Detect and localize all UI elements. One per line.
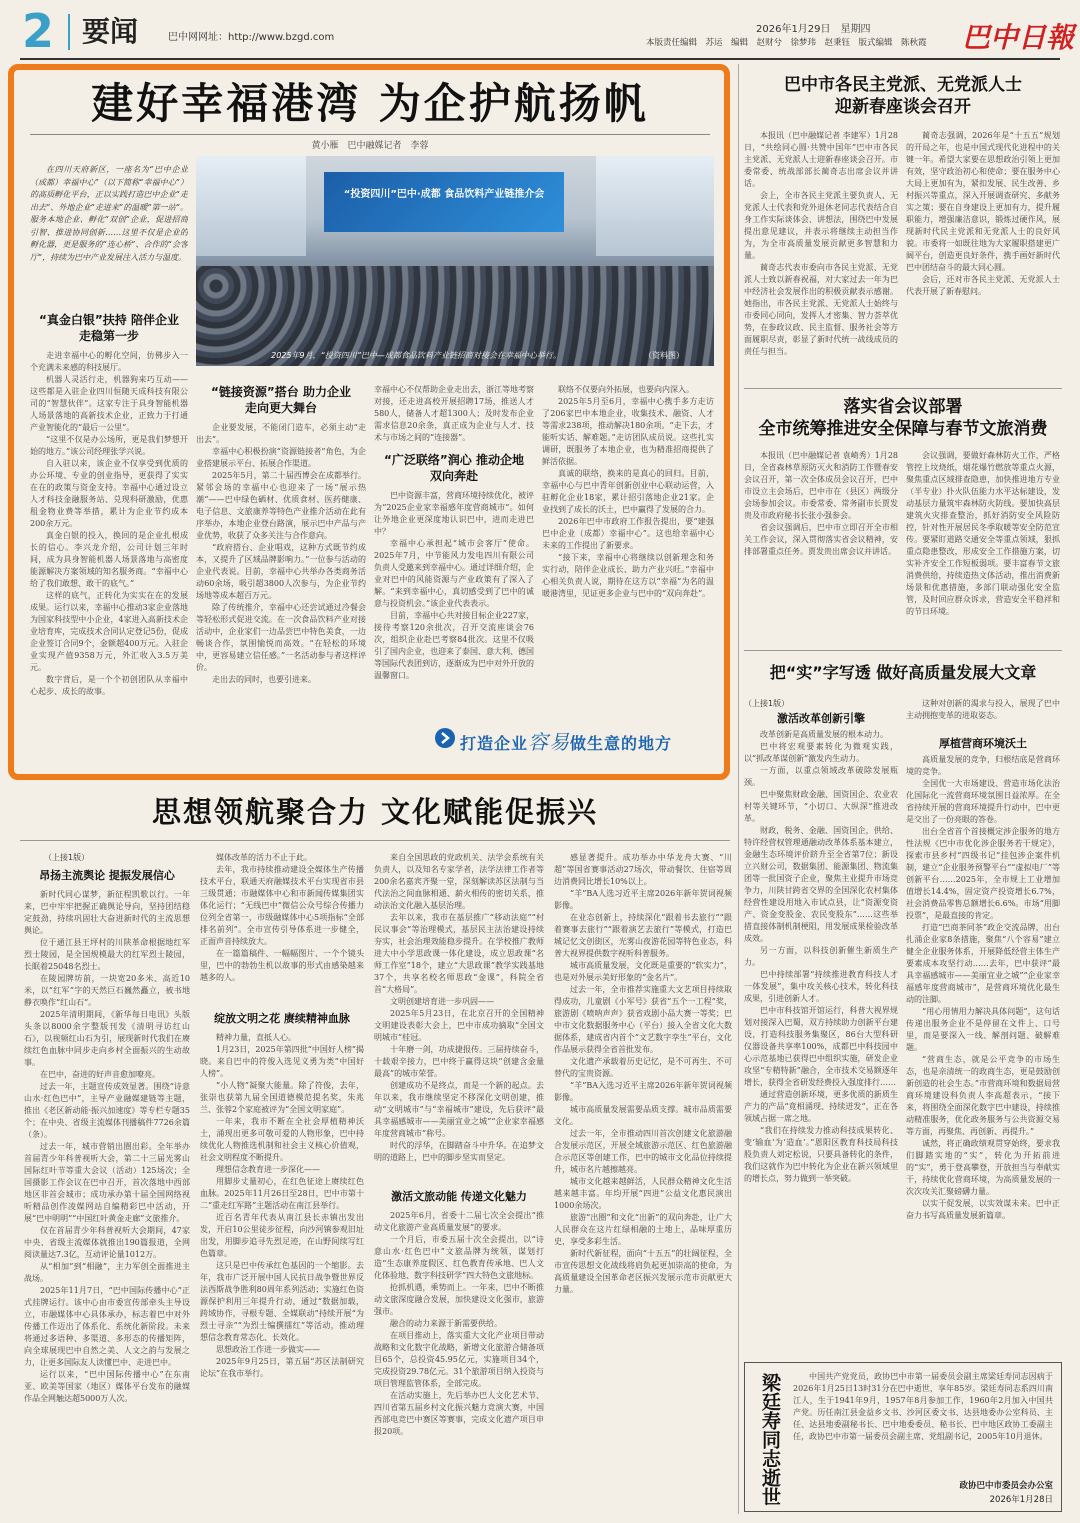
- paragraph: 感显著提升。成功举办中华龙舟大赛、“川超”等国省赛事活动27场次，带动餐饮、住宿等周边消费同比增长10%以上。: [554, 853, 732, 886]
- paragraph: 幸福中心不仅帮助企业走出去，浙江等地考察对接，还走进高校开展招聘17场，推送人才580人，储备人才超1300人；及时发布企业需求信息20余条，真正成为企业与人才、技术与市场之间的“连接器”。: [374, 385, 534, 442]
- paragraph: 巴中市科技馆开馆运行，科普大视界规划对接深入巴蜀，双方持续助力创新平台建设，打造科技服务集聚区，86台大型科研仪器设备共享率100%，成都巴中科技园中心示范基地已获得巴中组织实施，研发企业攻坚“专精特新”融合，全市技术交易额逐年增长，获得全省研发经费投入强度排行……: [744, 1006, 898, 1087]
- photo-credit: （资料图）: [644, 351, 684, 360]
- feature-photo: [196, 156, 714, 366]
- paragraph: 2025年5月，第二十届西博会在成都举行。紧邻会场的幸福中心也迎来了一场“展示热潮”——巴中绿色硒材、优质食材、医药健康、电子信息、文旅康养等特色产业推介活动在此有序举办，本地企业登台路演，展示巴中产品与产业优势，收获了众多关注与合作意向。: [196, 471, 366, 540]
- feature-headline: 建好幸福港湾 为企护航扬帆: [91, 79, 649, 128]
- slogan-arrow-icon: [434, 727, 456, 749]
- feature-intro: 在四川天府新区，一座名为“巴中企业（成都）幸福中心”（以下简称“幸福中心”）的高质孵化平台，正以实践打造巴中企业“走出去”、外地企业“走进来”的温暖“第一站”。服务本地企业、孵化“双创”企业，促进招商引智、推进协同创新……这里不仅是企业的孵化器，更是服务的“连心桥”、合作的“会客厅”，持续为巴中产业发展注入活力与温度。: [30, 165, 188, 262]
- paragraph: 时代的浮华，在脚踏奋斗中升华。在追梦文明的道路上，巴中的脚步坚实而坚定。: [374, 1141, 544, 1162]
- news-2-headline-2: 全市统筹推进安全保障与春节文旅消费: [758, 419, 1048, 439]
- paragraph: 另一方面，以科技创新催生新质生产力。: [744, 946, 898, 967]
- paragraph: 理想信念教育进一步深化——: [216, 1165, 320, 1174]
- news-3-sub-1: 激活改革创新引擎: [777, 712, 865, 725]
- paragraph: 在陵园牌坊前，一块宽20多米、高近10米，以“红军”字的天然巨石巍然矗立，被书地静衣唤作“红山石”。: [24, 974, 190, 1007]
- paragraph: 思想政治工作进一步做实——: [216, 1345, 320, 1354]
- news-2-headline-1: 落实省会议部署: [843, 397, 963, 417]
- paragraph: 会上，全市各民主党派主要负责人、无党派人士代表和党外退休老同志代表结合自身工作实际谈体会、讲想法，围绕巴中发展提出意见建议，并表示将继续主动担当作为，为全市高质量发展贡献更多智慧和力量。: [744, 191, 898, 260]
- paragraph: 在巴中，奋进的好声音愈加嘹亮。: [40, 1070, 160, 1079]
- obituary-box: [744, 1362, 1062, 1512]
- paragraph: 本报讯（巴中融媒记者 袁崎秀）1月28日，全省森林草原防灭火和消防工作暨春安会议召开，第一次全体成员会议召开，巴中市设立主会场后，巴中市在（县区）两级分会场参加会议。市委常委、常务副市长贾发贵及市政府秘书长张小强参会。: [744, 451, 898, 520]
- news-3-left: [744, 698, 898, 1317]
- continued-marker: （上接1版）: [744, 699, 790, 708]
- paragraph: 精神力量，直抵人心。: [216, 1033, 296, 1042]
- paragraph: 在业态创新上，持续深化“跟着书去旅行”“跟着赛事去旅行”“跟着演艺去旅行”等模式，打造巴城记忆文创街区，光雾山夜游花园等特色业态，科普大视界提供数字视听科普服务。: [554, 913, 732, 958]
- paragraph: 会议强调，要做好森林防火工作，严格管控上坟烧纸，烟花爆竹燃放等重点火源，聚焦重点区域排查隐患，加快推进地方专业（半专业）扑火队伍能力水平达标建设，发动基层力量筑牢森林防火防线。要加快高层建筑火灾排查整治，抓好消防安全风险防控，针对性开展居民冬季取暖等安全防范宣传。要紧盯道路交通安全等重点领域，狠抓重点隐患整改，形成安全工作措施方案，切实补齐安全工作短板弱项。要丰富春节文旅消费供给，持续造热文体活动，推出消费新场景和优惠措施，多部门联动强化安全监管，及时回应群众诉求，营造安全平稳祥和的节日环境。: [906, 451, 1060, 616]
- paragraph: 在一篇篇稿件、一幅幅图片、一个个镜头里，巴中的勃勃生机以故事的形式由感染越来越多的人。: [200, 949, 364, 982]
- paragraph: 联络不仅要向外拓展，也要向内深入。: [558, 385, 694, 394]
- paragraph: 城市高质量发展，文化既是重要的“软实力”，也是对外展示美好形象的“金名片”。: [554, 961, 732, 982]
- paragraph: 媒体改革的活力不止于此。: [216, 853, 312, 862]
- paragraph: 过去一年，全市推动四川首次创建文化旅游融合发展示范区，开展全域旅游示范区、红色旅游融合示范区等创建工作，巴中的城市文化品位持续提升，城市名片越擦越亮。: [554, 1129, 732, 1174]
- paragraph: 来自全国思政的党政机关、法学会系统有关负责人，以及知名专家学者，法学法律工作者等200余名嘉宾齐聚一堂，深刻解读苏区法制与当代法治之间血脉相通、薪火相传的密切关系，推动法治文化融入基层治理。: [374, 853, 544, 910]
- paragraph: 出台全省首个首接概定涉企服务的地方性法规《巴中市优化涉企服务若干规定》，探索市县乡村“四级书记”挂包涉企案件机制，建立“企业服务预警平台”“虚拟电厂”等创新平台……2025年，全市规上工业增加值增长14.4%，固定资产投资增长6.7%，社会消费品零售总额增长6.6%。市场“用脚投票”，是最直接的肯定。: [906, 827, 1060, 920]
- obituary-org: 政协巴中市委员会办公室: [959, 1481, 1053, 1491]
- paragraph: 打造“巴商茶同茶”政企交流品牌，出台扎涌企业家8条措施，聚焦“八个容易”建立健全企业服务体系，开展降低经营主体生产要素成本攻坚行动……去年，巴中获评“最具幸福感城市——美丽宜业之城”“企业家幸福感年度营商城市”，是营商环境优化最生动的注脚。: [906, 923, 1060, 1004]
- paragraph: 2025年9月25日，第五届“苏区法制研究论坛”在我市举行。: [200, 1357, 364, 1378]
- paragraph: 十年磨一剑，功成捷报传。三届持续奋斗，十载艰辛接力，巴中终于赢得这块“创建含金量最高”的城市荣誉。: [374, 1045, 544, 1078]
- paragraph: 巴中资源丰富，营商环境持续优化，被评为“2025企业家幸福感年度营商城市”。如何让外地企业更深度地认识巴中，进而走进巴中？: [374, 491, 534, 536]
- culture-col-1: [24, 852, 190, 1501]
- paragraph: 过去一年，城市营销出圈出彩。全年举办首届青少年科普视听大会，第二十三届光雾山国际红叶节等重大会议（活动）125场次；全国摄影工作会议在巴中召开，首次落地中西部地区非首会城市；成功承办第十届全国网络视听精品创作凌媒网站自编精彩巴中活动，开展“巴中明明”“中国红叶黄金走廊”文旅推介。: [24, 1142, 190, 1223]
- paragraph: 这样的底气，正转化为实实在在的发展成果。运行以来，幸福中心推动3家企业落地为国家科技型中小企业，4家进入高新技术企业培育库，完成技术合同认定登记5份，促成企业签订合同9个，金额超400万元。入驻企业实现产值9358万元，外汇收入3.5万美元。: [30, 591, 188, 672]
- paragraph: 文化遗产承载着历史记忆，是不可再生、不可替代的宝贵资源。: [554, 1057, 732, 1078]
- paragraph: 在活动实施上，先后举办巴人文化艺术节、四川省第五届乡村文化振兴魅力竞演大赛，中国西部电竞巴中赛区等赛事，完成文化遗产项目申报20项。: [374, 1391, 544, 1436]
- paragraph: 巴中聚焦财政金融、国资国企、农业农村等关键环节，“小切口、大纵深”推进改革。: [744, 790, 898, 823]
- paragraph: 用脚步丈量初心，在红色征途上赓续红色血脉。2025年11月26日至28日，巴中市第十二“重走红军路”主题活动在南江县举行。: [200, 1177, 364, 1210]
- culture-col-3-top: [374, 852, 544, 1172]
- section-3-title: “广泛联络”润心 推动企地双向奔赴: [384, 453, 524, 483]
- paragraph: “羊”BA人选习近平主席2026年新年贺词视频影像。: [554, 889, 732, 910]
- paragraph: 这种对创新的渴求与投入，展现了巴中主动拥抱变革的进取姿态。: [906, 699, 1060, 720]
- slogan-text: [460, 726, 672, 755]
- paragraph: 一方面，以重点领域改革破除发展瓶颈。: [744, 766, 898, 787]
- news-3-headline: 把“实”字写透 做好高质量发展大文章: [769, 663, 1037, 682]
- news-1-body-left: [744, 130, 898, 382]
- paragraph: 除了传统推介，幸福中心还尝试通过冷餐会等轻松形式促进交流。在一次食品饮料产业对接活动中，企业家们一边品尝巴中特色美食，一边畅谈合作，氛围愉悦而高效。“在轻松的环境中，更容易建立信任感。”一名活动参与者这样评价。: [196, 603, 366, 672]
- paragraph: 在项目推动上，落实重大文化产业项目带动战略和文化数字化战略，新增文化旅游合储备项目65个，总投资45.95亿元，实施项目34个，完成投资29.78亿元。31个旅游项目纳入投资与项目管理监管体系，全部完成。: [374, 1331, 544, 1388]
- paragraph: 城市高质量发展需要品质支撑。城市品质需要文化。: [554, 1105, 732, 1126]
- news-3-right: [906, 698, 1060, 1322]
- news-3-body-right-top: [906, 698, 1060, 734]
- news-2-body-left: [744, 450, 898, 638]
- paragraph: 过去一年，全市推荐实施重大文艺项目持续取得成功，儿童剧《小军号》获省“五个一工程”奖，旅游剧《喷呐声声》获省戏剧小品大赛一等奖；巴中市文化数据服务中心（平台）接入全省文化大数据体系，建成省内首个“文艺数字孪生”平台，文化作品展示获得全省首批发布。: [554, 985, 732, 1054]
- slogan-highlight: 容易: [528, 730, 571, 754]
- obituary-text: 中国共产党党员，政协巴中市第一届委员会副主席梁廷寿同志因病于2026年1月25日13时31分在巴中逝世，享年85岁。梁廷寿同志系四川南江人，生于1941年9月，1957年8月参加工作，1960年2月加入中国共产党。历任南江县金益乡文书、沙河区委文书、达县地委办公室科员、主任、达县地委副秘书长、巴中地委委员、秘书长、巴中地区政协工委副主任，政协巴中市第一届委员会副主席、党组副书记，2005年10月退休。: [793, 1372, 1053, 1441]
- paragraph: 改革创新是高质量发展的根本动力。: [760, 730, 888, 739]
- paragraph: “我们在持续发力推动科技成果转化、变‘输血’为‘造血’。”恩阳区教育科技局科技股负责人刘定松说，只要具备转化的条件，我们这就作为巴中转化为企业在新兴领域里的增长点，努力做到一举突破。: [744, 1126, 898, 1183]
- paragraph: 真诚的联络，换来的是真心的回归。目前，幸福中心与巴中青年创新创业中心联动运营，入驻孵化企业18家，累计招引落地企业21家。企业找到了成长的沃土，巴中赢得了发展的合力。: [542, 469, 714, 514]
- paragraph: 2025年11月7日，“巴中国际传播中心”正式挂牌运行。该中心由市委宣传部牵头主导设立，市融媒体中心具体承办，标志着巴中对外传播工作迈出了体系化、系统化新阶段。未来将通过多语种、多渠道、多形态的传播矩阵，向全球展现巴中自然之美、人文之韵与发展之力，让更多国际友人读懂巴中、走进巴中。: [24, 1286, 190, 1367]
- culture-col-2-body: [200, 1032, 364, 1508]
- section-3-body-cont: [542, 384, 714, 714]
- divider: [744, 388, 1062, 389]
- feature-byline: 黄小雁 巴中融媒记者 李蓉: [311, 141, 429, 151]
- slogan-end: 做生意的地方: [570, 734, 673, 753]
- paragraph: 从“相加”到“相融”，主力军创全面推进主战场。: [24, 1262, 190, 1283]
- paragraph: 真金白银的投入，换回的是企业扎根成长的信心。李兴龙介绍，公司计划三年时间，成为具身智能机器人场景落地与高密度能源解决方案领域的知名服务商。“幸福中心给了我们敢想、敢干的底气。”: [30, 531, 188, 588]
- section-1-body: [30, 350, 188, 754]
- news-2-body-right: [906, 450, 1060, 638]
- paragraph: 走进幸福中心的孵化空间，仿佛步入一个充满未来感的科技展厅。: [30, 351, 188, 372]
- feature-section-3: [374, 452, 534, 746]
- paragraph: 抢抓机遇，乘势而上。一年来，巴中不断推动文旅深度融合发展，加快建设文化强市，旅游强市。: [374, 1283, 544, 1316]
- paragraph: “羊”BA入选习近平主席2026年新年贺词视频影像。: [554, 1081, 732, 1102]
- paragraph: 诚然，将正确政绩观贯穿始终，要求我们脚踏实地的“实”，转化为开拓前进的“实”，勇于登高攀登，开放担当与奉献实干，持续优化营商环境，为高质量发展的一次次攻关汇聚磅礴力量。: [906, 1139, 1060, 1196]
- news-1: [744, 74, 1062, 118]
- issue-date: 2026年1月29日 星期四: [756, 24, 871, 35]
- paragraph: 幸福中心积极扮演“资源链接者”角色，为企业搭建展示平台、拓展合作渠道。: [196, 447, 366, 468]
- paragraph: 一个月后，市委五届十次全会提出，以“诗意山水·红色巴中”文旅品牌为统领，谋划打造“生态康养度假区、红色教育传承地、巴人文化体验地、数字科技研学”四大特色文旅地标。: [374, 1235, 544, 1280]
- paragraph: “接下来，幸福中心将继续以创新理念和务实行动，陪伴企业成长、助力产业兴旺。”幸福中心相关负责人说，期待在这方以“幸福”为名的温暖港湾里，见证更多企业与巴中的“双向奔赴”。: [542, 553, 714, 598]
- paragraph: 自入驻以来，该企业不仅享受到优质的办公环境、专业的创业指导，更获得了实实在在的政策与资金支持。幸福中心通过设立人才科技金融服务站、兑现科研激励，优惠租金物业费等举措，累计为企业节约成本200余万元。: [30, 459, 188, 528]
- paragraph: 新时代同心谋梦，新征程凯歌以行。一年来，巴中牢牢把握正确舆论导向，坚持团结稳定鼓劲，持续巩固壮大奋进新时代的主流思想舆论。: [24, 890, 190, 935]
- paragraph: 位于通江县王坪村的川陕革命根据地红军烈士陵园，是全国规模最大的红军烈士陵园，长眠着25048名烈士。: [24, 938, 190, 971]
- paragraph: 2025年6月，省委十二届七次全会提出“推动文化旅游产业高质量发展”的要求。: [374, 1211, 544, 1232]
- paragraph: 财政，税务、金融、国资国企，供给、特许经营权管理通融动改革体系基本建立，金融生态环境评价跻升至全省第7位；新设立兴财公司，数据集团、能源集团、物流集团等一批国资子企业，聚焦主业提升市场竞争力，川陕甘跨省交界的全国深化农村集体经营性建设用地入市试点县，让“资源变资产、资金变股金、农民变股东”……这些举措直接体制机制梗阻，用发展成果检验改革成效。: [744, 826, 898, 943]
- culture-sub-3: 激活文旅动能 传递文化魅力: [391, 1190, 527, 1203]
- culture-headline: 思想领航聚合力 文化赋能促振兴: [151, 795, 599, 829]
- obituary-title: [759, 1373, 781, 1506]
- stage-screen: [324, 172, 564, 232]
- paragraph: “政府搭台、企业唱戏，这种方式既节约成本，又提升了区域品牌影响力。”一位参与活动的企业代表说。目前，幸福中心共举办各类商务活动60余场，吸引超3800人次参与，为企业节约场地等成本超百万元。: [196, 543, 366, 600]
- paragraph: 去年以来，我市在基层推广“移动法庭”“村民议事会”等治理模式，基层民主法治建设持续夯实，社会治理效能稳步提升。在学校推广教师进大中小学思政课一体化建设，成立思政课“名师工作室”18个，建立“大思政课”教学实践基地37个，共享名校名师思政“金课”，科院全省首“大格局”。: [374, 913, 544, 994]
- headline-rule: [30, 134, 710, 135]
- paragraph: “小人物”凝聚大能量。除了符俊，去年，张崇也获第九届全国道德模范提名奖，朱兆兰、张蓉2个家庭被评为“全国文明家庭”。: [200, 1081, 364, 1114]
- paragraph: 以实干促发展，以实效谋未来。巴中正奋力书写高质量发展新篇章。: [906, 1199, 1060, 1220]
- culture-col-2-top: [200, 852, 364, 1006]
- paragraph: 一年来，我市不断在全社会厚植精神沃土，涌现出更多可敬可爱的人物形象，巴中持续优化人物推选机制和社会主义核心价值观，社会文明程度不断提升。: [200, 1117, 364, 1162]
- paragraph: “营商生态，就是公平竞争的市场生态，也是亲清统一的政商生态，更是鼓励创新创造的社会生态。”市营商环境和数据局营商环境建设科负责人李高超表示，“接下来，将围绕全面深化数字巴中建设，持续推动精准服务，优化政务服务与公共资源交易等方面，再聚焦、再创新、再提升。”: [906, 1055, 1060, 1136]
- paragraph: “用心用情用力解决具体问题”，这句话传递出服务企业不是停留在文件上、口号里，而是要深入一线、解剖问题、破解难题。: [906, 1007, 1060, 1052]
- paragraph: 2025年5月至6月，幸福中心携手多方走访了206家巴中本地企业，收集技术、融资、人才等需求238项，推动解决180余项。“走下去，才能听实话、解难题。”走访团队成员说。这些扎实调研，既服务了本地企业，也为精准招商提供了鲜活依据。: [542, 397, 714, 466]
- culture-headline-rule: [20, 840, 730, 841]
- paragraph: 旅游“出圈”和文化“出新”的双向奔赴，让广大人民群众在这片红绿相融的土地上，品味厚重历史，享受多彩生活。: [554, 1213, 732, 1246]
- paragraph: 数字背后，是一个个初创团队从幸福中心起步、成长的故事。: [30, 675, 188, 696]
- paragraph: 省会议强调后，巴中市立即召开全市相关工作会议，深入贯彻落实省会议精神，安排部署重点任务。贾发贵出席会议并讲话。: [744, 523, 898, 556]
- feature-section-1: [30, 312, 188, 754]
- newspaper-logo: 巴中日報: [962, 21, 1075, 54]
- news-1-body-right: [906, 130, 1060, 382]
- continued-marker: （上接1版）: [44, 853, 90, 862]
- paragraph: 2025年清明期间，《新华每日电讯》头版头条以8000余字整版刊发《清明寻访红山石》，以视频红山石为引，展现新时代我们在赓续红色血脉中同步走向乡村全面振兴的生动故事。: [24, 1010, 190, 1067]
- news-2: [744, 396, 1062, 440]
- culture-col-3-body: [374, 1210, 544, 1506]
- paragraph: 通过营造创新环境，更多优质的新质生产力的产品“竟相涌现、持续迸发”，正在各领域占据一席之地。: [744, 1090, 898, 1123]
- feature-section-2: [196, 384, 366, 756]
- paragraph: 幸福中心承担起“城市会客厅”使命。2025年7月，中节能风力发电四川有限公司负责人受邀来到幸福中心。通过详细介绍，企业对巴中的风能资源与产业政策有了深入了解。“来到幸福中心，真切感受到了巴中的诚意与投资机会。”该企业代表表示。: [374, 539, 534, 608]
- paragraph: 目前，幸福中心共对接目标企业227家，接待考察120余批次，召开交流座谈会76次，组织企业赴巴考察84批次。这里不仅吸引了国内企业，也迎来了泰国、意大利、德国等国际代表团到访，逐渐成为巴中对外开放的温馨窗口。: [374, 611, 534, 680]
- paragraph: 仅在首届青少年科普视听大会期间，47家中央、省级主流媒体就推出190篇报道，全网阅读量达7.3亿，互动评论量1012万。: [24, 1226, 190, 1259]
- paragraph: 近百名青年代表从南江县长赤镇出发出发，开启10公里徒步征程，向沙河镇参观旧址出发，用脚步追寻先烈足迹，在山野间续写红色篇章。: [200, 1213, 364, 1258]
- paragraph: 机器人灵活行走，机器狗来巧互动——这些都是入驻企业四川恒随天成科技有限公司的“智慧伙伴”。这家专注于具身智能机器人场景落地的高新技术企业，正致力于打通产业智能化的“最后一公里”。: [30, 375, 188, 432]
- paragraph: 蔺奇志强调，2026年是“十五五”规划的开局之年，也是中国式现代化进程中的关键一年。希望大家要在思想政治引领上更加有效，坚守政治初心和使命；要在服务中心大局上更加有为，紧扣发展、民生改善、乡村振兴等重点，深入开展调查研究、多献务实之策；要在自身建设上更加有力，提升履职能力，增强廉洁意识，锻炼过硬作风，展现新时代民主党派和无党派人士的良好风貌。市委将一如既往地为大家履职搭建更广阔平台，创造更良好条件，携手画好新时代巴中团结奋斗的最大同心圆。: [906, 131, 1060, 272]
- slogan-banner: [430, 722, 714, 754]
- paragraph: 会后，还对市各民主党派、无党派人士代表开展了新春慰问。: [906, 275, 1060, 296]
- obituary-title-text: 梁廷寿同志逝世: [759, 1373, 781, 1506]
- culture-sub-2: 绽放文明之花 赓续精神血脉: [214, 1012, 350, 1025]
- culture-col-3: [374, 1184, 544, 1506]
- paragraph: 运行以来，“巴中国际传播中心”在东南亚、欧美等国家（地区）媒体平台发布的融媒作品全网触达超5000万人次。: [24, 1370, 190, 1403]
- section-2-body: [196, 422, 366, 756]
- photo-caption: 2025年9月，“投资四川”巴中—成都食品饮料产业链招商对接会在幸福中心举行。: [271, 351, 561, 360]
- paragraph: 巴中将宏观要素转化为微观实践，以“抓改革谋创新”激发内生动力。: [744, 742, 898, 763]
- paragraph: 全国优一大市场建设、营造市场化法治化国际化一流营商环境氛围日益浓厚。在全省持续开展的营商环境提升行动中，巴中更是交出了一份亮眼的答卷。: [906, 779, 1060, 824]
- paragraph: 本报讯（巴中融媒记者 李建军）1月28日，“共绘同心圆·共赞中国年”巴中市各民主党派、无党派人士迎新春座谈会召开。市委常委、统战部部长蔺奇志出席会议并讲话。: [744, 131, 898, 188]
- paragraph: 2025年5月23日，在北京召开的全国精神文明建设表彰大会上，巴中市成功摘取“全国文明城市”桂冠。: [374, 1009, 544, 1042]
- paragraph: 巴中持续部署“持续推进教育科技人才一体发展”，集中攻关核心技术，转化科技成果，引进创新人才。: [744, 970, 898, 1003]
- paragraph: 创建成功不是终点，而是一个新的起点。去年以来，我市继续坚定不移深化文明创建，推动“文明城市”与“幸福城市”建设，先后获评“最具幸福感城市——美丽宜业之城”“企业家幸福感年度营商城市”称号。: [374, 1081, 544, 1138]
- paragraph: 城市文化越来越鲜活，人民群众精神文化生活越来越丰富。年均开展“四进”公益文化惠民演出1000余场次。: [554, 1177, 732, 1210]
- news-3-sub-2: 厚植营商环境沃土: [939, 737, 1027, 750]
- masthead: [0, 0, 1080, 60]
- slogan-start: 打造企业: [460, 734, 529, 753]
- culture-col-2: [200, 852, 364, 1508]
- paragraph: 1月23日，2025年第四批“中国好人榜”揭晓。来自巴中的符俊入选见义勇为类“中国好人榜”。: [200, 1045, 364, 1078]
- obituary-date: 2026年1月28日: [989, 1495, 1053, 1505]
- paragraph: 文明创建培育进一步巩固——: [390, 997, 494, 1006]
- paragraph: 走出去的同时，也要引进来。: [212, 675, 316, 684]
- left-window: [196, 156, 306, 256]
- paragraph: 新时代新征程，面向“十五五”的壮阔征程，全市宣传思想文化战线将肩负起更加崇高的使命，为高质量建设全国革命老区振兴发展示范市贡献更大力量。: [554, 1249, 732, 1294]
- culture-col-1-body: [24, 889, 190, 1501]
- paragraph: 企业要发展，不能闭门造车，必须主动“走出去”。: [196, 423, 366, 444]
- paragraph: 蔺奇志代表市委向市各民主党派、无党派人士致以新春祝福，对大家过去一年为巴中经济社会发展作出的积极贡献表示感谢。她指出，市各民主党派、无党派人士始终与市委同心同向，发挥人才密集、智力荟萃优势，在参政议政、民主监督、服务社会等方面履职尽责，彰显了新时代统一战线成员的责任与担当。: [744, 263, 898, 356]
- paragraph: “这里不仅是办公场所，更是我们梦想开始的地方。”该公司经理张学兴说。: [30, 435, 188, 456]
- divider: [744, 650, 1062, 651]
- paragraph: 这只是巴中传承红色基因的一个缩影。去年，我市广泛开展中国人民抗日战争暨世界反法西斯战争胜利80周年系列活动；实施红色资源保护利用三年提升行动，通过“数据加载，跨域协作，寻根专题、全媒联动”持续开展“为烈士寻亲”“为烈士编撰擂红”等活动，推动理想信念教育常态化、长效化。: [200, 1261, 364, 1342]
- section-3-body: [374, 490, 534, 746]
- section-1-title: “真金白银”扶持 陪伴企业走稳第一步: [39, 313, 179, 343]
- paragraph: 去年，我市持续推动建设全媒体生产传播技术平台，联通天府融媒技术平台实现省市县三级贯通；市融媒体中心和市新闻传媒集团实体化运行；“无线巴中”微信公众号综合传播力位列全省第一，市级融媒体中心5项指标“全部排名前列”。全市宣传引导体系进一步健全，正面声音持续放大。: [200, 865, 364, 946]
- column-divider: [738, 64, 739, 1514]
- masthead-rule: [20, 58, 1060, 60]
- paragraph: 融合的动力来源于新需要供给。: [390, 1319, 502, 1328]
- section-title: 要闻: [82, 15, 139, 48]
- section-2-title: “链接资源”搭台 助力企业走向更大舞台: [211, 385, 351, 415]
- page-number: 2: [22, 4, 55, 58]
- website-text: 巴中网网址：http://www.bzgd.com: [168, 32, 335, 43]
- paragraph: 高质量发展的竞争，归根结底是营商环境的竞争。: [906, 755, 1060, 776]
- culture-col-4: [554, 852, 732, 1512]
- right-window: [596, 156, 714, 256]
- news-3-body-right: [906, 754, 1060, 1322]
- paragraph: 过去一年，主题宣传成效显著。围绕“诗意山水·红色巴中”，主导产业融媒建链等主题，推出《老区新动能·振兴加速度》等专栏专题35个；在中央、省级主流媒体刊播稿件7726余篇（条）。: [24, 1082, 190, 1139]
- culture-sub-1: 昂扬主流舆论 提振发展信心: [39, 869, 175, 882]
- news-1-headline-2: 迎新春座谈会召开: [835, 97, 971, 117]
- editor-credits: 本版责任编辑 苏运 编辑 赵财兮 徐梦玮 赵秉钰 版式编辑 陈秋霞: [646, 38, 927, 48]
- news-3-body-left: [744, 729, 898, 1317]
- news-1-headline-1: 巴中市各民主党派、无党派人士: [784, 75, 1022, 95]
- stage-screen-title: “投资四川”巴中·成都 食品饮料产业链推介会: [343, 189, 545, 200]
- paragraph: 2026年巴中市政府工作报告提出，要“建强巴中企业（成都）幸福中心”。这也给幸福中心未来的工作提出了新要求。: [542, 517, 714, 550]
- page-number-divider: [68, 14, 70, 50]
- section-2-body-cont: [374, 384, 534, 444]
